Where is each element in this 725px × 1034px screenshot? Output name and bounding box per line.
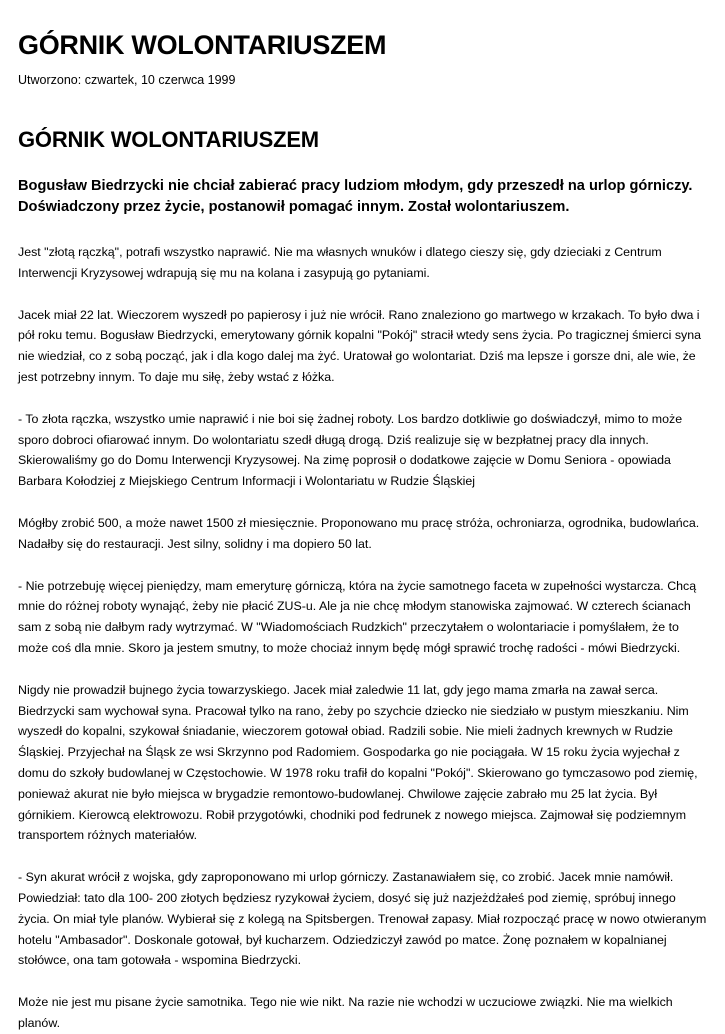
paragraph: Nigdy nie prowadził bujnego życia towarzyskiego. Jacek miał zaledwie 11 lat, gdy jego mama zmarła na zawał serca. Biedrzycki sam wychował syna. Pracował tylko na rano, żeby po szychcie dziecko nie siedziało w pustym mieszkaniu. Nim wyszedł do kopalni, szykował śniadanie, wieczorem gotował obiad. Radzili sobie. Nie mieli żadnych krewnych w Rudzie Śląskiej. Przyjechał na Śląsk ze wsi Skrzynno pod Radomiem. Gospodarka go nie pociągała. W 15 roku życia wyjechał z domu do szkoły budowlanej w Częstochowie. W 1978 roku trafił do kopalni "Pokój". Skierowano go tymczasowo pod ziemię, ponieważ akurat nie było miejsca w brygadzie remontowo-budowlanej. Chwilowe zajęcie zabrało mu 25 lat życia. Był górnikiem. Kierowcą elektrowozu. Robił przygotówki, chodniki pod fedrunek z nowego miejsca. Zajmował się podziemnym transportem różnych materiałów. (18, 682, 698, 843)
paragraph: Jacek miał 22 lat. Wieczorem wyszedł po papierosy i już nie wrócił. Rano znaleziono go martwego w krzakach. To było dwa i pół roku temu. Bogusław Biedrzycki, emerytowany górnik kopalni "Pokój" stracił wtedy sens życia. Po tragicznej śmierci syna nie wiedział, co z sobą począć, jak i dla kogo dalej ma żyć. Uratował go wolontariat. Dziś ma lepsze i gorsze dni, ale wie, że jest potrzebny innym. To daje mu siłę, żeby wstać z łóżka. (18, 307, 701, 384)
paragraph: Jest "złotą rączką", potrafi wszystko naprawić. Nie ma własnych wnuków i dlatego cieszy się, gdy dzieciaki z Centrum Interwencji Kryzysowej wdrapują się mu na kolana i zasypują go pytaniami. (18, 245, 662, 280)
article-body (18, 242, 707, 1034)
paragraph: Mógłby zrobić 500, a może nawet 1500 zł miesięcznie. Proponowano mu pracę stróża, ochroniarza, ogrodnika, budowlańca. Nadałby się do restauracji. Jest silny, solidny i ma dopiero 50 lat. (18, 515, 700, 551)
paragraph: Może nie jest mu pisane życie samotnika. Tego nie wie nikt. Na razie nie wchodzi w uczuciowe związki. Nie ma wielkich planów. (18, 995, 673, 1030)
document-title: GÓRNIK WOLONTARIUSZEM (18, 30, 387, 60)
article-title: GÓRNIK WOLONTARIUSZEM (18, 127, 319, 152)
paragraph: - Nie potrzebuję więcej pieniędzy, mam emeryturę górniczą, która na życie samotnego faceta w zupełności wystarcza. Chcą mnie do różnej roboty wynająć, żeby nie płacić ZUS-u. Ale ja nie chcę młodym stanowiska zajmować. W czterech ścianach sam z sobą nie dałbym rady wytrzymać. W "Wiadomościach Rudzkich" przeczytałem o wolontariacie i pomyślałem, że to może coś dla mnie. Skoro ja jestem smutny, to może chociaż innym będę mógł sprawić trochę radości - mówi Biedrzycki. (18, 578, 697, 655)
paragraph: - Syn akurat wrócił z wojska, gdy zaproponowano mi urlop górniczy. Zastanawiałem się, co zrobić. Jacek mnie namówił. Powiedział: tato dla 100- 200 złotych będziesz ryzykował życiem, dosyć się już nazjeżdżałeś pod ziemię, spróbuj innego życia. On miał tyle planów. Wybierał się z kolegą na Spitsbergen. Trenował zapasy. Miał rozpocząć pracę w nowo otwieranym hotelu "Ambasador". Doskonale gotował, był kucharzem. Odziedziczył zawód po matce. Żonę poznałem w kopalnianej stołówce, ona tam gotowała - wspomina Biedrzycki. (18, 870, 707, 968)
article-lead: Bogusław Biedrzycki nie chciał zabierać pracy ludziom młodym, gdy przeszedł na urlop górniczy. Doświadczony przez życie, postanowił pomagać innym. Został wolontariuszem. (18, 178, 693, 215)
created-date: Utworzono: czwartek, 10 czerwca 1999 (18, 73, 236, 87)
paragraph: - To złota rączka, wszystko umie naprawić i nie boi się żadnej roboty. Los bardzo dotkliwie go doświadczył, mimo to może sporo dobroci ofiarować innym. Do wolontariatu szedł długą drogą. Dziś realizuje się w bezpłatnej pracy dla innych. Skierowaliśmy go do Domu Interwencji Kryzysowej. Na zimę poprosił o dodatkowe zajęcie w Domu Seniora - opowiada Barbara Kołodziej z Miejskiego Centrum Informacji i Wolontariatu w Rudzie Śląskiej (18, 411, 683, 489)
